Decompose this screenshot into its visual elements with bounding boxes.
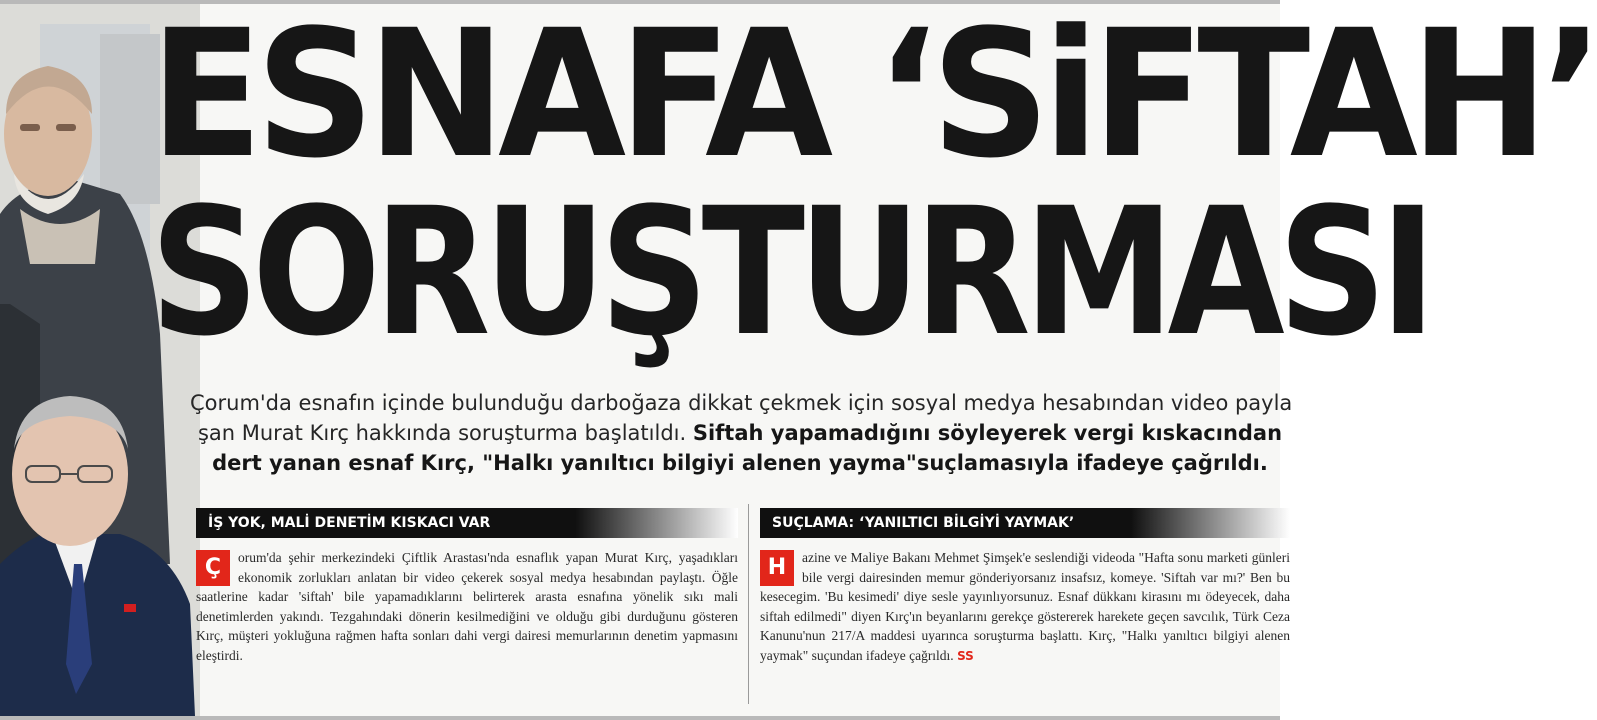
lead-row-3: [190, 448, 1290, 478]
headline-line-1: ESNAFA ‘SiFTAH’: [150, 0, 1597, 197]
lead-row-3-bold: dert yanan esnaf Kırç, "Halkı yanıltıcı bilgiyi alenen yayma"suçlamasıyla ifadeye çağrıldı.: [212, 451, 1268, 475]
column-1-body: [196, 548, 738, 698]
column-2-dropcap: H: [760, 550, 794, 586]
column-1-heading: İŞ YOK, MALİ DENETİM KISKACI VAR: [196, 508, 738, 538]
headline: [150, 0, 1597, 375]
headline-line-2: SORUŞTURMASI: [150, 170, 1430, 375]
column-2-endmark: SS: [957, 648, 974, 663]
column-2-body: [760, 548, 1290, 698]
lead-row-2: [190, 418, 1290, 448]
lead-row-2-plain: şan Murat Kırç hakkında soruşturma başlatıldı.: [197, 421, 693, 445]
column-1-dropcap: Ç: [196, 550, 230, 586]
column-2-heading: SUÇLAMA: ‘YANILTICI BİLGİYİ YAYMAK’: [760, 508, 1290, 538]
lead-row-2-bold: Siftah yapamadığını söyleyerek vergi kıskacından: [692, 421, 1283, 445]
column-2-text: azine ve Maliye Bakanı Mehmet Şimşek'e seslendiği videoda "Hafta sonu marketi günleri bile vergi dairesinden memur gönderiyorsanız insafsız, komeye. 'Siftah var mı?' Ben bu kesecegim. 'Bu kesimedi' diye sesle yayınlıyorsunuz. Esnaf dükkanı kirasını mı ödeyecek, daha siftah edilmedi" diyen Kırç'ın beyanlarını gerekçe göstererek harekete geçen savcılık, Türk Ceza Kanunu'nun 217/A maddesi uyarınca soruşturma başlattı. Kırç, "Halkı yanıltıcı bilgiyi alenen yaymak" suçundan ifadeye çağrıldı.: [760, 550, 1290, 663]
column-divider: [748, 504, 749, 704]
column-1-text: orum'da şehir merkezindeki Çiftlik Arastası'nda esnaflık yapan Murat Kırç, yaşadıkları ekonomik zorlukları anlatan bir video çekerek sosyal medya hesabından paylaştı. Öğle saatlerine kadar 'siftah' bile yapamadıklarını belirterek arasta esnafına yönelik sıkı mali denetimlerden yakındı. Tezgahındaki dönerin kesilmediğini ve olduğu gibi durduğunu gösteren Kırç, müşteri yokluğuna rağmen hafta sonları dahi vergi dairesi memurlarının denetim yapmasını eleştirdi.: [196, 550, 738, 663]
lead-paragraph: [190, 388, 1293, 478]
lead-row-1: Çorum'da esnafın içinde bulunduğu darboğaza dikkat çekmek için sosyal medya hesabından video payla: [190, 391, 1293, 415]
